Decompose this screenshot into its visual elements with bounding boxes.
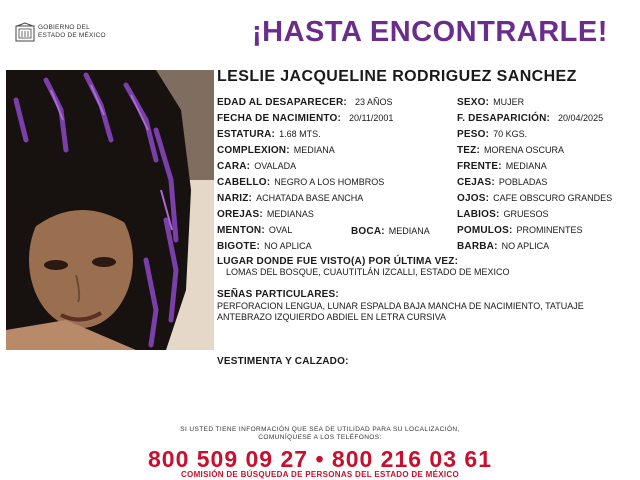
particulars-line-2: ANTEBRAZO IZQUIERDO ABDIEL EN LETRA CURSIVA — [217, 312, 447, 322]
field-cejas: CEJAS: POBLADAS — [457, 177, 548, 188]
particulars-line-1: PERFORACION LENGUA, LUNAR ESPALDA BAJA MANCHA DE NACIMIENTO, TATUAJE — [217, 301, 584, 311]
field-nariz: NARIZ: ACHATADA BASE ANCHA — [217, 193, 364, 204]
person-name: LESLIE JACQUELINE RODRIGUEZ SANCHEZ — [217, 68, 577, 85]
field-ojos: OJOS: CAFE OBSCURO GRANDES — [457, 193, 613, 204]
government-logo-text — [38, 24, 106, 40]
page-title: ¡HASTA ENCONTRARLE! — [252, 16, 608, 48]
clothing-title: VESTIMENTA Y CALZADO: — [217, 356, 349, 367]
field-orejas: OREJAS: MEDIANAS — [217, 209, 314, 220]
gov-line-1: GOBIERNO DEL — [38, 24, 90, 31]
commission-name: COMISIÓN DE BÚSQUEDA DE PERSONAS DEL ESTADO DE MÉXICO — [180, 470, 459, 479]
field-frente: FRENTE: MEDIANA — [457, 161, 547, 172]
gov-line-2: ESTADO DE MÉXICO — [38, 32, 106, 39]
field-cabello: CABELLO: NEGRO A LOS HOMBROS — [217, 177, 385, 188]
field-labios: LABIOS: GRUESOS — [457, 209, 549, 220]
field-tez: TEZ: MORENA OSCURA — [457, 145, 565, 156]
last-seen-title: LUGAR DONDE FUE VISTO(A) POR ÚLTIMA VEZ: — [217, 256, 459, 267]
field-barba: BARBA: NO APLICA — [457, 241, 550, 252]
field-edad: EDAD AL DESAPARECER: 23 AÑOS — [217, 97, 393, 108]
field-cara: CARA: OVALADA — [217, 161, 297, 172]
missing-person-photo — [6, 70, 214, 350]
field-bigote: BIGOTE: NO APLICA — [217, 241, 312, 252]
footer-note-line-1: SI USTED TIENE INFORMACIÓN QUE SEA DE UTILIDAD PARA SU LOCALIZACIÓN, — [180, 426, 460, 433]
field-menton: MENTON: OVAL — [217, 225, 293, 236]
field-sexo: SEXO: MUJER — [457, 97, 525, 108]
field-pomulos: POMULOS: PROMINENTES — [457, 225, 583, 236]
field-complexion: COMPLEXION: MEDIANA — [217, 145, 335, 156]
field-fecha-nacimiento: FECHA DE NACIMIENTO: 20/11/2001 — [217, 113, 394, 124]
footer-note-line-2: COMUNÍQUESE A LOS TELÉFONOS: — [258, 434, 382, 441]
phone-numbers: 800 509 09 27 • 800 216 03 61 — [147, 446, 492, 472]
field-boca: BOCA: MEDIANA — [351, 226, 430, 237]
field-estatura: ESTATURA: 1.68 MTS. — [217, 129, 321, 140]
government-seal-icon — [14, 22, 36, 44]
particulars-title: SEÑAS PARTICULARES: — [217, 289, 339, 300]
field-peso: PESO: 70 KGS. — [457, 129, 528, 140]
field-fecha-desaparicion: F. DESAPARICIÓN: 20/04/2025 — [457, 113, 604, 124]
last-seen-location: LOMAS DEL BOSQUE, CUAUTITLÁN IZCALLI, ESTADO DE MEXICO — [226, 267, 510, 277]
